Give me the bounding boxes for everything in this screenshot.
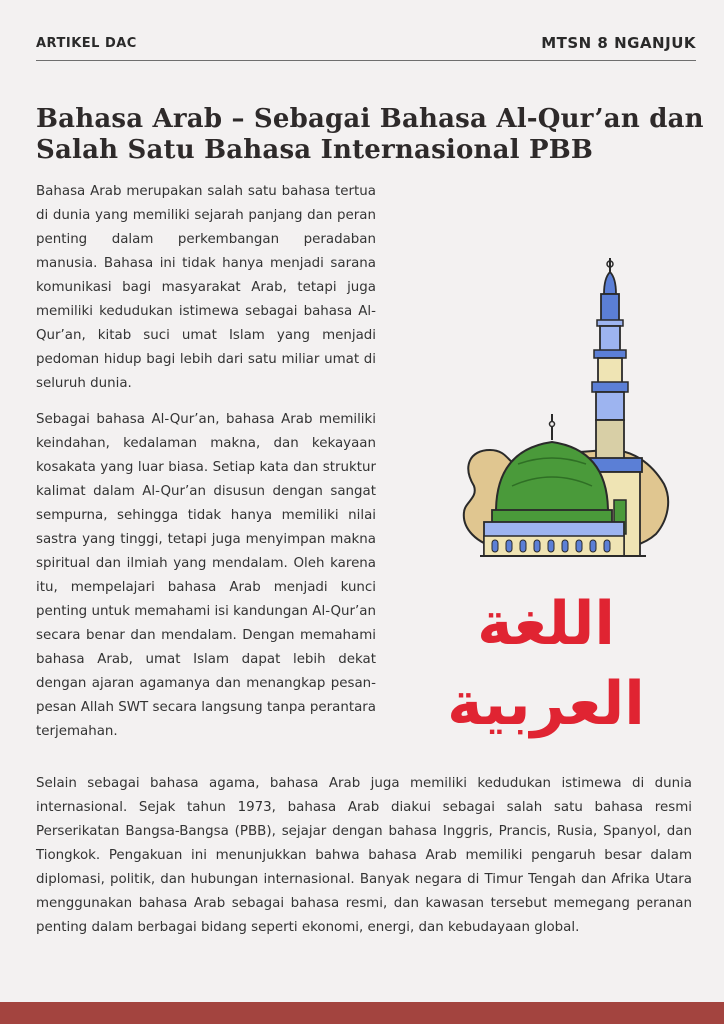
header-left-label: ARTIKEL DAC	[36, 35, 137, 51]
arabic-language-heading: اللغة العربية	[447, 589, 645, 739]
footer-bar	[0, 1002, 724, 1024]
article-title: Bahasa Arab – Sebagai Bahasa Al-Qur’an dan Salah Satu Bahasa Internasional PBB	[36, 104, 704, 165]
paragraph-intro: Bahasa Arab merupakan salah satu bahasa tertua di dunia yang memiliki sejarah panjang dan peran penting dalam perkembangan peradaban manusia. Bahasa ini tidak hanya menjadi sarana komunikasi bagi masyarakat Arab, tetapi juga memiliki kedudukan istimewa sebagai bahasa Al-Qur’an, kitab suci umat Islam yang menjadi pedoman hidup bagi lebih dari satu miliar umat di seluruh dunia.	[36, 184, 376, 391]
header-right-label: MTSN 8 NGANJUK	[541, 34, 696, 52]
page-header	[36, 26, 696, 61]
mosque-minaret-green-dome-icon	[456, 254, 672, 566]
paragraph-quran: Sebagai bahasa Al-Qur’an, bahasa Arab memiliki keindahan, kedalaman makna, dan kekayaan kosakata yang luar biasa. Setiap kata dan struktur kalimat dalam Al-Qur’an disusun dengan sangat sempurna, sehingga tidak hanya memiliki nilai sastra yang tinggi, tetapi juga menyimpan makna spiritual dan ilmiah yang mendalam. Oleh karena itu, mempelajari bahasa Arab menjadi kunci penting untuk memahami isi kandungan Al-Qur’an secara benar dan mendalam. Dengan memahami bahasa Arab, umat Islam dapat lebih dekat dengan ajaran agamanya dan menangkap pesan-pesan Allah SWT secara langsung tanpa perantara terjemahan.	[36, 412, 376, 739]
paragraph-international: Selain sebagai bahasa agama, bahasa Arab juga memiliki kedudukan istimewa di dunia internasional. Sejak tahun 1973, bahasa Arab diakui sebagai salah satu bahasa resmi Perserikatan Bangsa-Bangsa (PBB), sejajar dengan bahasa Inggris, Prancis, Rusia, Spanyol, dan Tiongkok. Pengakuan ini menunjukkan bahwa bahasa Arab memiliki pengaruh besar dalam diplomasi, politik, dan hubungan internasional. Banyak negara di Timur Tengah dan Afrika Utara menggunakan bahasa Arab sebagai bahasa resmi, dan kawasan tersebut memegang peranan penting dalam berbagai bidang seperti ekonomi, energi, dan kebudayaan global.	[36, 776, 692, 935]
